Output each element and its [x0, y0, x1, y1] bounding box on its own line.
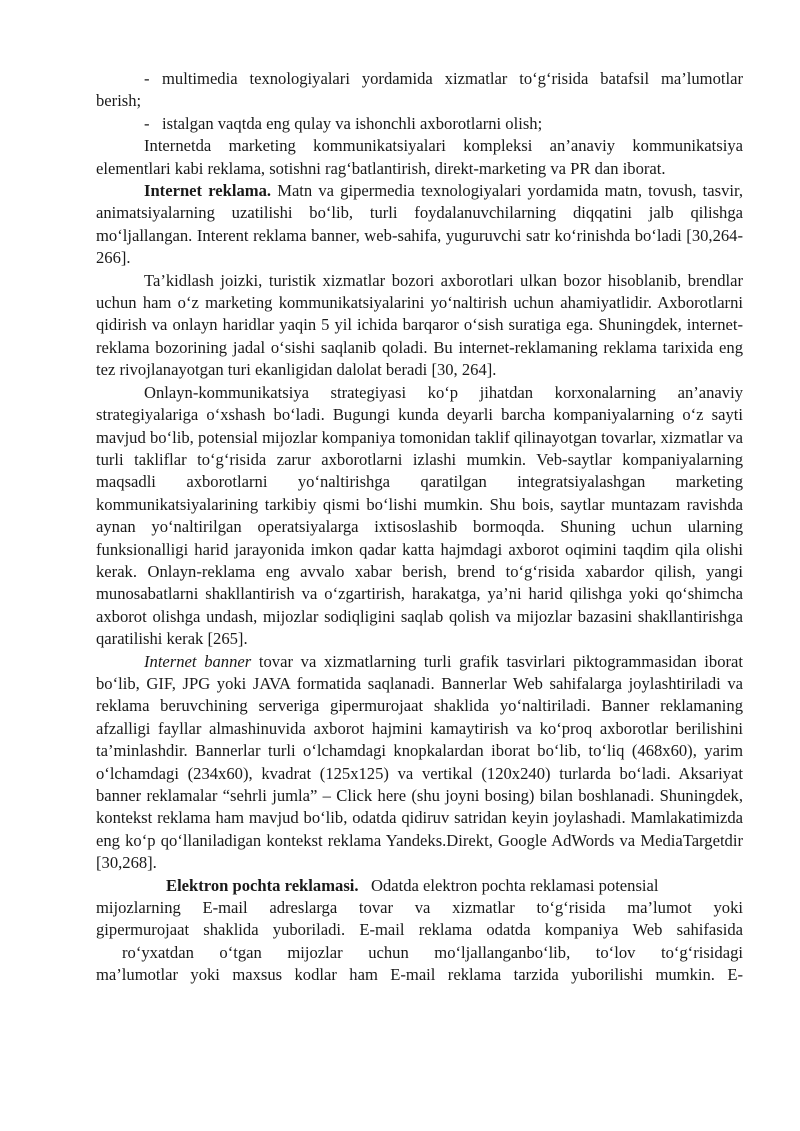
bullet-text: istalgan vaqtda eng qulay va ishonchli axborotlarni olish; — [162, 113, 543, 133]
paragraph-online-strategy: Onlayn-kommunikatsiya strategiyasi ko‘p jihatdan korxonalarning an’anaviy strategiyalariga o‘xshash bo‘ladi. Bugungi kunda deyarli barcha kompaniyalarning o‘z sayti mavjud bo‘lib, potensial mijozlar kompaniya tomonidan taklif qilinayotgan tovarlar, xizmatlar va turli takliflar to‘g‘risida zarur axborotlarni izlashi mumkin. Veb-saytlar kompaniyalarning maqsadli axborotlarni yo‘naltirishga qaratilgan integratsiyalashgan marketing kommunikatsiyalarining tarkibiy qismi bo‘lishi mumkin. Shu bois, saytlar muntazam ravishda aynan yo‘naltirilgan operatsiyalarga ixtisoslashib bormoqda. Shuning uchun ularning funksionalligi harid jarayonida imkon qadar katta hajmdagi axborot oqimini taqdim qila olishi kerak. Onlayn-reklama eng avvalo xabar berish, brend to‘g‘risida xabardor qilish, yangi munosabatlarni shakllantirish va o‘zgartirish, harakatga, ya’ni harid qilishga yoki qo‘shimcha axborot olishga undash, mijozlar sodiqligini saqlab qolish va mijozlar bazasini shakllantirishga qaratilishi kerak [265]. — [96, 382, 743, 649]
bullet-item — [96, 113, 743, 135]
email-line: mijozlarning E-mail adreslarga tovar va xizmatlar to‘g‘risida ma’lumot yoki — [96, 898, 743, 918]
term-internet-reklama: Internet reklama. — [144, 181, 272, 201]
bullet-marker: - — [144, 69, 150, 88]
paragraph-marketing-complex: Internetda marketing kommunikatsiyalari kompleksi an’anaviy kommunikatsiya elementlari kabi reklama, sotishni rag‘batlantirish, direkt-marketing va PR dan iborat. — [96, 136, 743, 178]
email-line: ma’lumotlar yoki maxsus kodlar ham E-mail reklama tarzida yuborilishi mumkin. E- — [96, 965, 743, 985]
email-line — [96, 875, 743, 897]
term-email-reklama: Elektron pochta reklamasi. — [166, 875, 359, 895]
paragraph-internet-reklama — [96, 180, 743, 270]
bullet-item — [96, 68, 743, 113]
paragraph-tourism: Ta’kidlash joizki, turistik xizmatlar bozori axborotlari ulkan bozor hisoblanib, brendlar uchun ham o‘z marketing kommunikatsiyalarini yo‘naltirish uchun ahamiyatlidir. Axborotlarni qidirish va onlayn haridlar yaqin 5 yil ichida barqaror o‘sish suratiga ega. Shuningdek, internet-reklama bozorining jadal o‘sishi saqlanib qoladi. Bu internet-reklamaning reklama tarixida eng tez rivojlanayotgan turi ekanligidan dalolat beradi [30, 264]. — [96, 270, 743, 380]
email-line: ro‘yxatdan o‘tgan mijozlar uchun mo‘ljallanganbo‘lib, to‘lov to‘g‘risidagi — [122, 942, 743, 962]
paragraph-text: tovar va xizmatlarning turli grafik tasvirlari piktogrammasidan iborat bo‘lib, GIF, JPG yoki JAVA formatida saqlanadi. Bannerlar Web sahifalarga joylashtiriladi va reklama beruvchining serveriga gipermurojaat shaklida yo‘naltiriladi. Banner reklamaning afzalligi fayllar almashinuvida axborot hajmini kamaytirish va ko‘proq axborotlar berilishini ta’minlashdir. Bannerlar turli o‘lchamdagi knopkalardan iborat bo‘lib, to‘liq (468x60), yarim o‘lchamdagi (234x60), kvadrat (125x125) va vertikal (120x240) turlarda bo‘ladi. Aksariyat banner reklamalar “sehrli jumla” – Click here (shu joyni bosing) bilan boshlanadi. Shuningdek, kontekst reklama ham mavjud bo‘lib, odatda qidiruv satridan keyin joylashadi. Mamlakatimizda eng ko‘p qo‘llaniladigan kontekst reklama Yandeks.Direkt, Google AdWords va MediaTargetdir [30,268]. — [96, 651, 743, 873]
bullet-marker: - — [144, 113, 150, 133]
email-line-text: Odatda elektron pochta reklamasi potensial — [370, 875, 659, 895]
email-line: gipermurojaat shaklida yuboriladi. E-mail reklama odatda kompaniya Web sahifasida — [96, 920, 743, 940]
term-internet-banner: Internet banner — [144, 651, 252, 671]
paragraph-text: Matn va gipermedia texnologiyalari yordamida matn, tovush, tasvir, animatsiyalarning uzatilishi bo‘lib, turli foydalanuvchilarning diqqatini jalb qilishga mo‘ljallangan. Interent reklama banner, web-sahifa, yuguruvchi satr ko‘rinishda bo‘ladi [30,264-266]. — [96, 181, 744, 268]
document-page — [96, 68, 743, 987]
paragraph-email — [96, 875, 743, 987]
bullet-text: multimedia texnologiyalari yordamida xizmatlar to‘g‘risida batafsil ma’lumotlar berish; — [96, 69, 743, 111]
paragraph-internet-banner — [96, 651, 743, 875]
